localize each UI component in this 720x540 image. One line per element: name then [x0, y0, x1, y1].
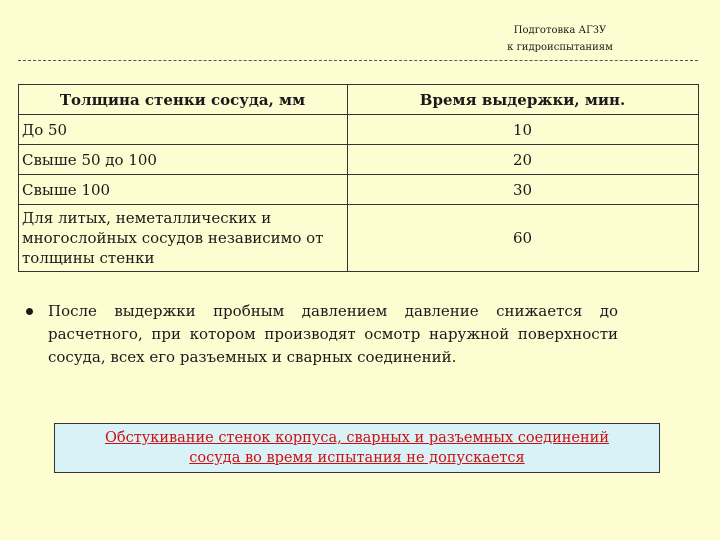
- dashed-divider: [18, 60, 698, 61]
- table-row: [19, 205, 699, 272]
- bullet-icon: [26, 308, 33, 315]
- time-cell: 60: [348, 205, 699, 272]
- column-header-time: Время выдержки, мин.: [348, 85, 699, 115]
- table-row: [19, 175, 699, 205]
- thickness-cell: Свыше 50 до 100: [19, 145, 348, 175]
- bullet-note-text: После выдержки пробным давлением давление снижается до расчетного, при котором производят осмотр наружной поверхности сосуда, всех его разъемных и сварных соединений.: [48, 302, 618, 366]
- time-cell: 10: [348, 115, 699, 145]
- table-row: [19, 115, 699, 145]
- warning-box: [54, 423, 660, 473]
- holding-time-table: [18, 84, 699, 272]
- bullet-note: [26, 300, 618, 369]
- thickness-cell: Для литых, неметаллических и многослойных сосудов независимо от толщины стенки: [19, 205, 348, 272]
- warning-line-2: сосуда во время испытания не допускается: [189, 450, 525, 466]
- column-header-thickness: Толщина стенки сосуда, мм: [19, 85, 348, 115]
- header-line-2: к гидроиспытаниям: [507, 42, 613, 53]
- table-header-row: [19, 85, 699, 115]
- header-line-1: Подготовка АГЗУ: [513, 25, 607, 36]
- thickness-cell: До 50: [19, 115, 348, 145]
- time-cell: 30: [348, 175, 699, 205]
- time-cell: 20: [348, 145, 699, 175]
- slide-header: [480, 22, 640, 56]
- table-row: [19, 145, 699, 175]
- thickness-cell: Свыше 100: [19, 175, 348, 205]
- warning-line-1: Обстукивание стенок корпуса, сварных и разъемных соединений: [104, 430, 610, 446]
